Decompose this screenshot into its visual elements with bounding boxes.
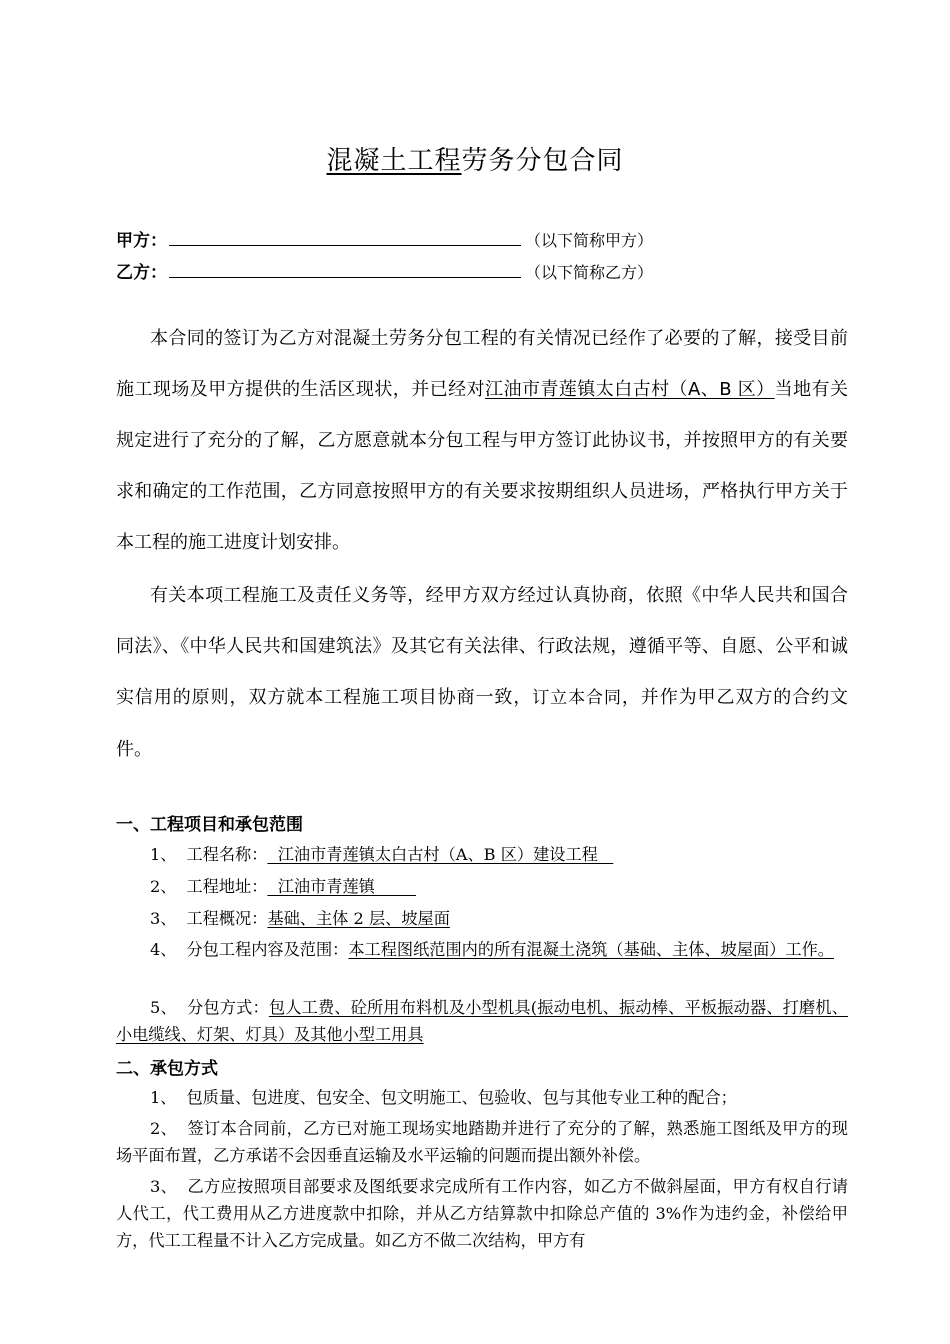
section-2-item-1 bbox=[116, 1084, 848, 1111]
item-number: 1、 bbox=[150, 845, 177, 864]
item-number: 2、 bbox=[150, 1119, 178, 1138]
intro-p1-text-a: 本合同的签订为乙方对混凝土劳务分包工程的有关情况已经作了必要的了解，接受目前施工现场及甲方提供的生活区现状，并已经对 bbox=[116, 328, 848, 400]
item-number: 3、 bbox=[150, 909, 177, 928]
item-text: 签订本合同前，乙方已对施工现场实地踏勘并进行了充分的了解，熟悉施工图纸及甲方的现场平面布置，乙方承诺不会因垂直运输及水平运输的问题而提出额外补偿。 bbox=[116, 1119, 848, 1165]
section-2-item-2 bbox=[116, 1115, 848, 1169]
item-text: 包质量、包进度、包安全、包文明施工、包验收、包与其他专业工种的配合； bbox=[186, 1088, 737, 1107]
item-value: 江油市青莲镇 bbox=[267, 877, 417, 896]
section-1-item-5 bbox=[116, 994, 848, 1048]
party-b-line bbox=[116, 258, 653, 283]
item-number: 4、 bbox=[150, 940, 177, 959]
intro-paragraph-1 bbox=[116, 313, 848, 568]
section-2-heading: 二、承包方式 bbox=[116, 1059, 218, 1079]
party-b-blank bbox=[169, 261, 521, 278]
party-a-line bbox=[116, 226, 653, 251]
title-underlined: 混凝土工程 bbox=[326, 146, 462, 176]
item-label: 工程地址： bbox=[186, 877, 268, 896]
item-text: 乙方应按照项目部要求及图纸要求完成所有工作内容，如乙方不做斜屋面，甲方有权自行请人代工，代工费用从乙方进度款中扣除，并从乙方结算款中扣除总产值的 3%作为违约金，补偿给甲方，代工工程量不计入乙方完成量。如乙方不做二次结构，甲方有 bbox=[116, 1177, 848, 1250]
party-b-note: （以下简称乙方） bbox=[525, 263, 654, 282]
item-number: 1、 bbox=[150, 1088, 177, 1107]
party-a-label: 甲方： bbox=[116, 231, 167, 251]
section-2-item-3 bbox=[116, 1173, 848, 1254]
title-rest: 劳务分包合同 bbox=[461, 146, 624, 176]
intro-p2-text-a: 有关本项工程施工及责任义务等，经甲方双方经过认真协商，依照《中华人民共和国合同法》、《中华人民共和国建筑法》及其它有关法律、行政法规，遵循平等、自愿、公平和诚实信用的原则，双方就本工程施工项目协商一致， bbox=[116, 585, 848, 708]
intro-p2-serif: 订立本合同 bbox=[532, 688, 622, 708]
section-1-item-2 bbox=[116, 873, 848, 900]
item-value: 本工程图纸范围内的所有混凝土浇筑（基础、主体、坡屋面）工作。 bbox=[348, 940, 834, 959]
item-number: 5、 bbox=[150, 998, 177, 1017]
intro-p2-text-b: ，并作为甲乙双方的合约文件。 bbox=[116, 687, 849, 760]
item-label: 分包方式： bbox=[186, 998, 269, 1017]
item-number: 3、 bbox=[150, 1177, 178, 1196]
intro-paragraph-2 bbox=[116, 570, 848, 775]
section-1-item-3 bbox=[116, 905, 848, 932]
item-value: 包人工费、砼所用布料机及小型机具(振动电机、振动棒、平板振动器、打磨机、小电缆线、灯架、灯具）及其他小型工用具 bbox=[116, 998, 848, 1044]
section-1-heading: 一、工程项目和承包范围 bbox=[116, 815, 303, 835]
item-value: 江油市青莲镇太白古村（A、B 区）建设工程 bbox=[267, 845, 614, 864]
party-a-note: （以下简称甲方） bbox=[525, 231, 654, 250]
intro-p1-text-b: 当地有关规定进行了充分的了解，乙方愿意就本分包工程与甲方签订此协议书，并按照甲方的有关要求和确定的工作范围，乙方同意按照甲方的有关要求按期组织人员进场，严格执行甲方关于本工程的施工进度计划安排。 bbox=[116, 379, 848, 553]
section-1-item-4 bbox=[116, 936, 848, 963]
item-number: 2、 bbox=[150, 877, 177, 896]
section-1-item-1 bbox=[116, 841, 848, 868]
page-title bbox=[0, 140, 950, 177]
item-value: 基础、主体 2 层、坡屋面 bbox=[267, 909, 450, 928]
item-label: 工程名称： bbox=[186, 845, 268, 864]
item-label: 分包工程内容及范围： bbox=[186, 940, 349, 959]
party-b-label: 乙方： bbox=[116, 263, 167, 283]
party-a-blank bbox=[169, 229, 521, 246]
item-label: 工程概况： bbox=[186, 909, 268, 928]
intro-p1-location: 江油市青莲镇太白古村（A、B 区） bbox=[485, 379, 775, 400]
